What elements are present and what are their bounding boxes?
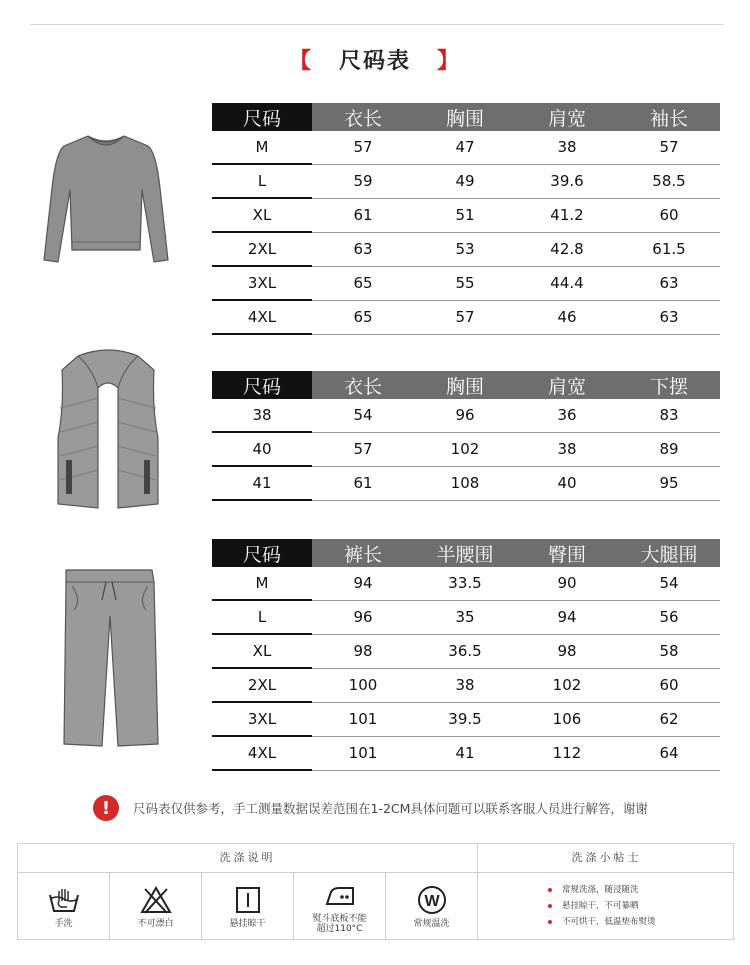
measurement-cell: 57 [312,432,414,466]
measurement-cell: 61.5 [618,232,720,266]
wash-instructions-header: 洗涤说明 [219,851,276,864]
care-symbol-line-dry [202,873,294,941]
measurement-cell: 101 [312,736,414,770]
column-header: 尺码 [212,539,312,567]
measurement-cell: 62 [618,702,720,736]
table-header-row [212,103,720,131]
measurement-cell: 38 [516,432,618,466]
measurement-cell: 53 [414,232,516,266]
title-bracket-right: 】 [437,49,462,74]
column-header: 臀围 [516,539,618,567]
column-header: 肩宽 [516,103,618,131]
line-dry-icon [231,885,265,915]
measurement-cell: 41.2 [516,198,618,232]
measurement-cell: 51 [414,198,516,232]
measurement-cell: 63 [618,266,720,300]
tip-text: 不可烘干，低温垫布熨烫 [562,917,656,927]
table-row [212,399,720,432]
table-row [212,668,720,702]
table-row [212,232,720,266]
vest-size-table [212,371,720,501]
measurement-cell: 33.5 [414,567,516,600]
size-cell: 2XL [212,668,312,702]
measurement-cell: 102 [414,432,516,466]
measurement-cell: 63 [312,232,414,266]
list-item [548,882,656,898]
measurement-cell: 96 [414,399,516,432]
column-header: 大腿围 [618,539,720,567]
table-row [212,198,720,232]
column-header: 半腰围 [414,539,516,567]
measurement-cell: 38 [516,131,618,164]
measurement-cell: 106 [516,702,618,736]
measurement-cell: 90 [516,567,618,600]
column-header: 衣长 [312,371,414,399]
size-cell: 38 [212,399,312,432]
measurement-cell: 54 [312,399,414,432]
table-row [212,736,720,770]
measurement-cell: 98 [312,634,414,668]
measurement-cell: 54 [618,567,720,600]
measurement-cell: 40 [516,466,618,500]
measurement-cell: 59 [312,164,414,198]
table-header-row [212,539,720,567]
sweater-size-table [212,103,720,335]
wash-tips-list [548,882,656,930]
measurement-cell: 89 [618,432,720,466]
measurement-cell: 39.5 [414,702,516,736]
measurement-cell: 61 [312,466,414,500]
bullet-dot-icon [548,904,552,908]
size-cell: 4XL [212,300,312,334]
size-cell: 3XL [212,266,312,300]
measurement-cell: 58.5 [618,164,720,198]
measurement-cell: 83 [618,399,720,432]
title-text: 尺码表 [338,49,411,74]
measurement-cell: 57 [312,131,414,164]
measurement-cell: 65 [312,300,414,334]
measurement-cell: 39.6 [516,164,618,198]
table-row [212,702,720,736]
title-bracket-left: 【 [288,49,313,74]
size-cell: 41 [212,466,312,500]
size-cell: M [212,567,312,600]
care-symbol-label: 常规温洗 [413,919,450,929]
column-header: 肩宽 [516,371,618,399]
column-header: 尺码 [212,371,312,399]
care-symbol-no-bleach [110,873,202,941]
table-header-row [212,371,720,399]
column-header: 裤长 [312,539,414,567]
size-cell: 4XL [212,736,312,770]
measurement-cell: 58 [618,634,720,668]
tip-text: 常规洗涤，随浸随洗 [562,885,639,895]
table-row [212,266,720,300]
vest-illustration [48,348,168,516]
measurement-cell: 112 [516,736,618,770]
measurement-cell: 46 [516,300,618,334]
size-cell: 2XL [212,232,312,266]
measurement-cell: 63 [618,300,720,334]
wash-tips-header: 洗涤小帖士 [571,851,642,864]
measurement-cell: 60 [618,668,720,702]
list-item [548,898,656,914]
column-header: 尺码 [212,103,312,131]
table-row [212,432,720,466]
no-bleach-icon [139,885,173,915]
bullet-dot-icon [548,920,552,924]
size-cell: 40 [212,432,312,466]
table-row [212,131,720,164]
care-symbol-label-line: 熨斗底板不能 [312,914,367,924]
page-title [0,44,750,75]
size-cell: M [212,131,312,164]
care-symbol-label [312,914,366,934]
care-symbol-label: 悬挂晾干 [229,919,266,929]
size-cell: 3XL [212,702,312,736]
column-header: 下摆 [618,371,720,399]
care-symbol-label: 手洗 [54,919,73,929]
measurement-cell: 57 [618,131,720,164]
measurement-cell: 36 [516,399,618,432]
measurement-cell: 108 [414,466,516,500]
size-cell: XL [212,634,312,668]
measurement-cell: 61 [312,198,414,232]
measurement-cell: 60 [618,198,720,232]
measurement-cell: 55 [414,266,516,300]
measurement-cell: 100 [312,668,414,702]
top-divider [30,24,724,25]
measurement-cell: 38 [414,668,516,702]
table-row [212,300,720,334]
notice-text: 尺码表仅供参考，手工测量数据误差范围在1-2CM具体问题可以联系客服人员进行解答，谢谢 [133,801,648,816]
hand-wash-icon [47,885,81,915]
table-row [212,567,720,600]
normal-wash-letter: W [423,893,440,910]
normal-wash-icon [415,885,449,915]
column-header: 袖长 [618,103,720,131]
measurement-cell: 42.8 [516,232,618,266]
size-notice [93,794,733,822]
warning-icon: ! [93,795,119,821]
column-header: 衣长 [312,103,414,131]
measurement-cell: 36.5 [414,634,516,668]
column-header: 胸围 [414,103,516,131]
measurement-cell: 96 [312,600,414,634]
care-symbol-label: 不可漂白 [137,919,174,929]
size-cell: L [212,164,312,198]
measurement-cell: 98 [516,634,618,668]
pants-size-table [212,539,720,771]
measurement-cell: 65 [312,266,414,300]
care-symbol-normal-wash [386,873,477,941]
measurement-cell: 94 [312,567,414,600]
table-row [212,466,720,500]
care-symbol-iron [294,873,386,941]
care-panel [17,843,734,940]
list-item [548,914,656,930]
iron-icon [323,880,357,910]
tip-text: 悬挂晾干，不可暴晒 [562,901,639,911]
measurement-cell: 47 [414,131,516,164]
measurement-cell: 102 [516,668,618,702]
measurement-cell: 95 [618,466,720,500]
measurement-cell: 64 [618,736,720,770]
column-header: 胸围 [414,371,516,399]
measurement-cell: 57 [414,300,516,334]
measurement-cell: 94 [516,600,618,634]
care-symbols [18,873,477,941]
measurement-cell: 35 [414,600,516,634]
pants-illustration [60,566,160,750]
measurement-cell: 49 [414,164,516,198]
size-cell: XL [212,198,312,232]
measurement-cell: 41 [414,736,516,770]
care-symbol-label-line: 超过110°C [316,924,363,934]
measurement-cell: 101 [312,702,414,736]
measurement-cell: 56 [618,600,720,634]
bullet-dot-icon [548,888,552,892]
table-row [212,634,720,668]
table-row [212,164,720,198]
sweater-illustration [36,128,176,268]
measurement-cell: 44.4 [516,266,618,300]
care-symbol-hand-wash [18,873,110,941]
size-cell: L [212,600,312,634]
table-row [212,600,720,634]
